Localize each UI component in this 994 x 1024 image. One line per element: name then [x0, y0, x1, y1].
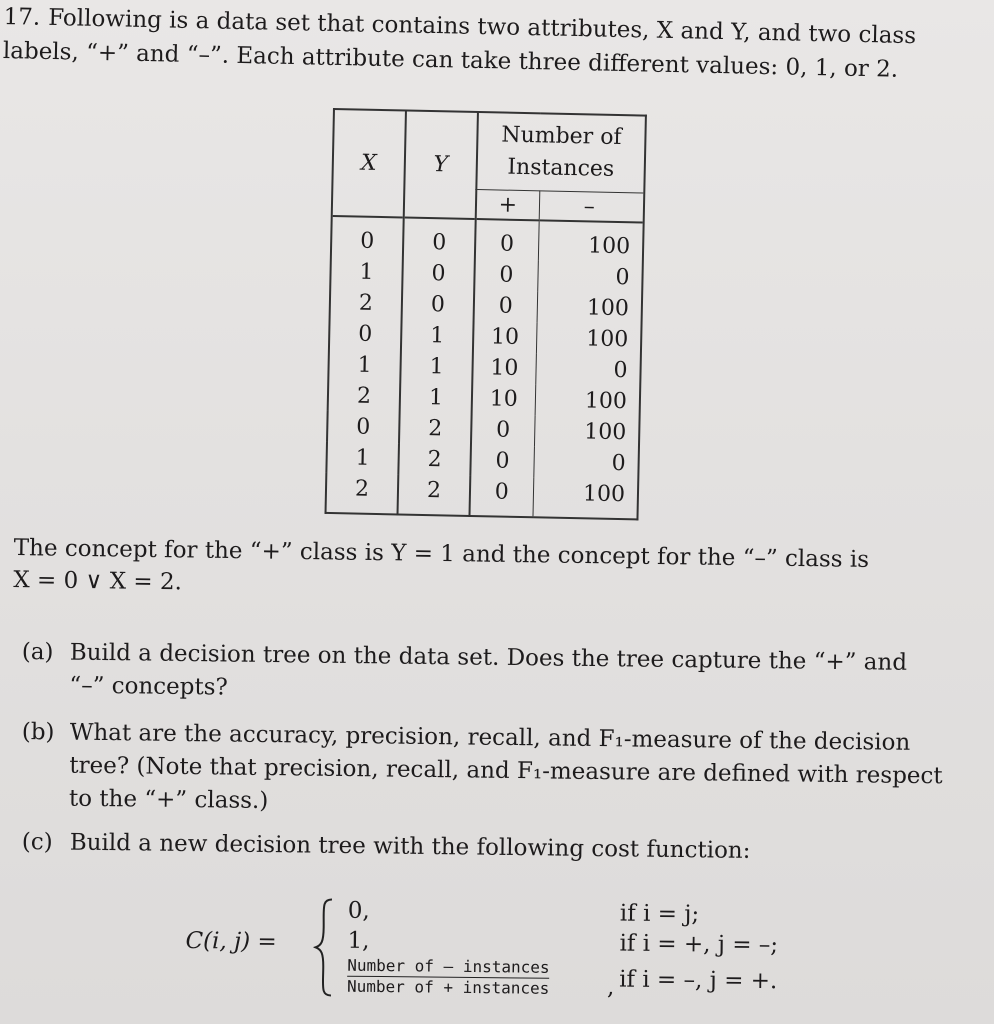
cell-x: 2	[326, 473, 399, 514]
cell-x: 1	[328, 349, 401, 382]
cell-x: 1	[330, 256, 403, 289]
cell-y: 0	[403, 218, 476, 259]
cost-condition-1: if i = +, j = –;	[619, 930, 779, 959]
cell-y: 2	[399, 412, 472, 445]
part-c-line-1: Build a new decision tree with the following cost function:	[69, 829, 751, 864]
data-table	[324, 108, 646, 520]
header-y: Y	[404, 111, 478, 219]
cell-minus: 100	[533, 477, 639, 519]
cell-y: 0	[402, 288, 475, 321]
cost-condition-2: if i = –, j = +.	[619, 966, 778, 995]
cell-x: 2	[328, 380, 401, 413]
fraction-denominator: Number of + instances	[346, 976, 550, 998]
part-b-line-3: to the “+” class.)	[68, 785, 269, 815]
cell-x: 0	[327, 411, 400, 444]
cell-plus: 0	[474, 290, 538, 322]
left-brace-icon	[313, 897, 334, 997]
cost-fraction	[347, 956, 550, 998]
part-c	[22, 826, 952, 870]
cell-plus: 10	[472, 352, 536, 384]
concept-statement	[13, 532, 954, 609]
part-b	[21, 716, 952, 826]
cost-value-1: 1,	[347, 927, 370, 954]
cell-plus: 0	[469, 476, 533, 517]
cell-x: 0	[329, 318, 402, 351]
problem-number: 17.	[3, 3, 41, 31]
cell-plus: 10	[472, 383, 536, 415]
part-a	[21, 636, 952, 713]
cost-lhs: C(i, j) =	[185, 927, 277, 955]
concept-line-1: The concept for the “+” class is Y = 1 and the concept for the “–” class is	[13, 534, 870, 573]
intro-text: Following is a data set that contains two attributes, X and Y, and two class labels, “+” and “–”. Each attribute can take three different values: 0, 1, or 2.	[2, 4, 917, 83]
cell-y: 1	[400, 381, 473, 414]
cell-y: 0	[402, 257, 475, 290]
cell-x: 1	[326, 442, 399, 475]
cost-condition-0: if i = j;	[619, 900, 700, 928]
fraction-numerator: Number of – instances	[347, 955, 550, 977]
problem-intro	[3, 0, 964, 88]
cell-minus: 100	[536, 322, 642, 355]
cell-plus: 0	[470, 445, 534, 477]
part-b-tag: (b)	[21, 718, 55, 746]
cost-value-0: 0,	[347, 897, 370, 924]
part-b-line-2: tree? (Note that precision, recall, and F₁-measure are defined with respect	[69, 752, 943, 790]
cell-minus: 100	[538, 220, 644, 262]
table-row	[326, 473, 639, 520]
part-b-line-1: What are the accuracy, precision, recall, and F₁-measure of the decision	[69, 719, 911, 756]
cell-plus: 0	[475, 219, 539, 260]
cell-minus: 0	[533, 446, 639, 479]
header-minus: –	[539, 191, 644, 223]
cell-x: 2	[330, 287, 403, 320]
part-a-line-1: Build a decision tree on the data set. Does the tree capture the “+” and	[69, 639, 908, 676]
part-a-tag: (a)	[21, 638, 54, 666]
concept-line-2: X = 0 ∨ X = 2.	[13, 566, 183, 596]
cell-plus: 0	[471, 414, 535, 446]
table-row	[331, 216, 644, 263]
cell-plus: 10	[473, 321, 537, 353]
table-body	[326, 216, 644, 519]
header-plus: +	[476, 190, 540, 221]
cell-y: 2	[398, 474, 471, 515]
header-x: X	[332, 109, 406, 217]
fraction-comma: ,	[606, 974, 615, 1001]
cell-minus: 100	[534, 415, 640, 448]
part-a-line-2: “–” concepts?	[69, 672, 229, 701]
cell-plus: 0	[474, 259, 538, 291]
cell-x: 0	[331, 216, 404, 257]
header-instances: Number of Instances	[476, 112, 646, 193]
cell-y: 2	[398, 443, 471, 476]
cell-minus: 0	[537, 260, 643, 293]
cell-minus: 0	[535, 353, 641, 386]
cost-function	[185, 896, 826, 1013]
cell-minus: 100	[535, 384, 641, 417]
cell-minus: 100	[537, 291, 643, 324]
cell-y: 1	[401, 319, 474, 352]
cell-y: 1	[400, 350, 473, 383]
part-c-tag: (c)	[21, 828, 53, 856]
